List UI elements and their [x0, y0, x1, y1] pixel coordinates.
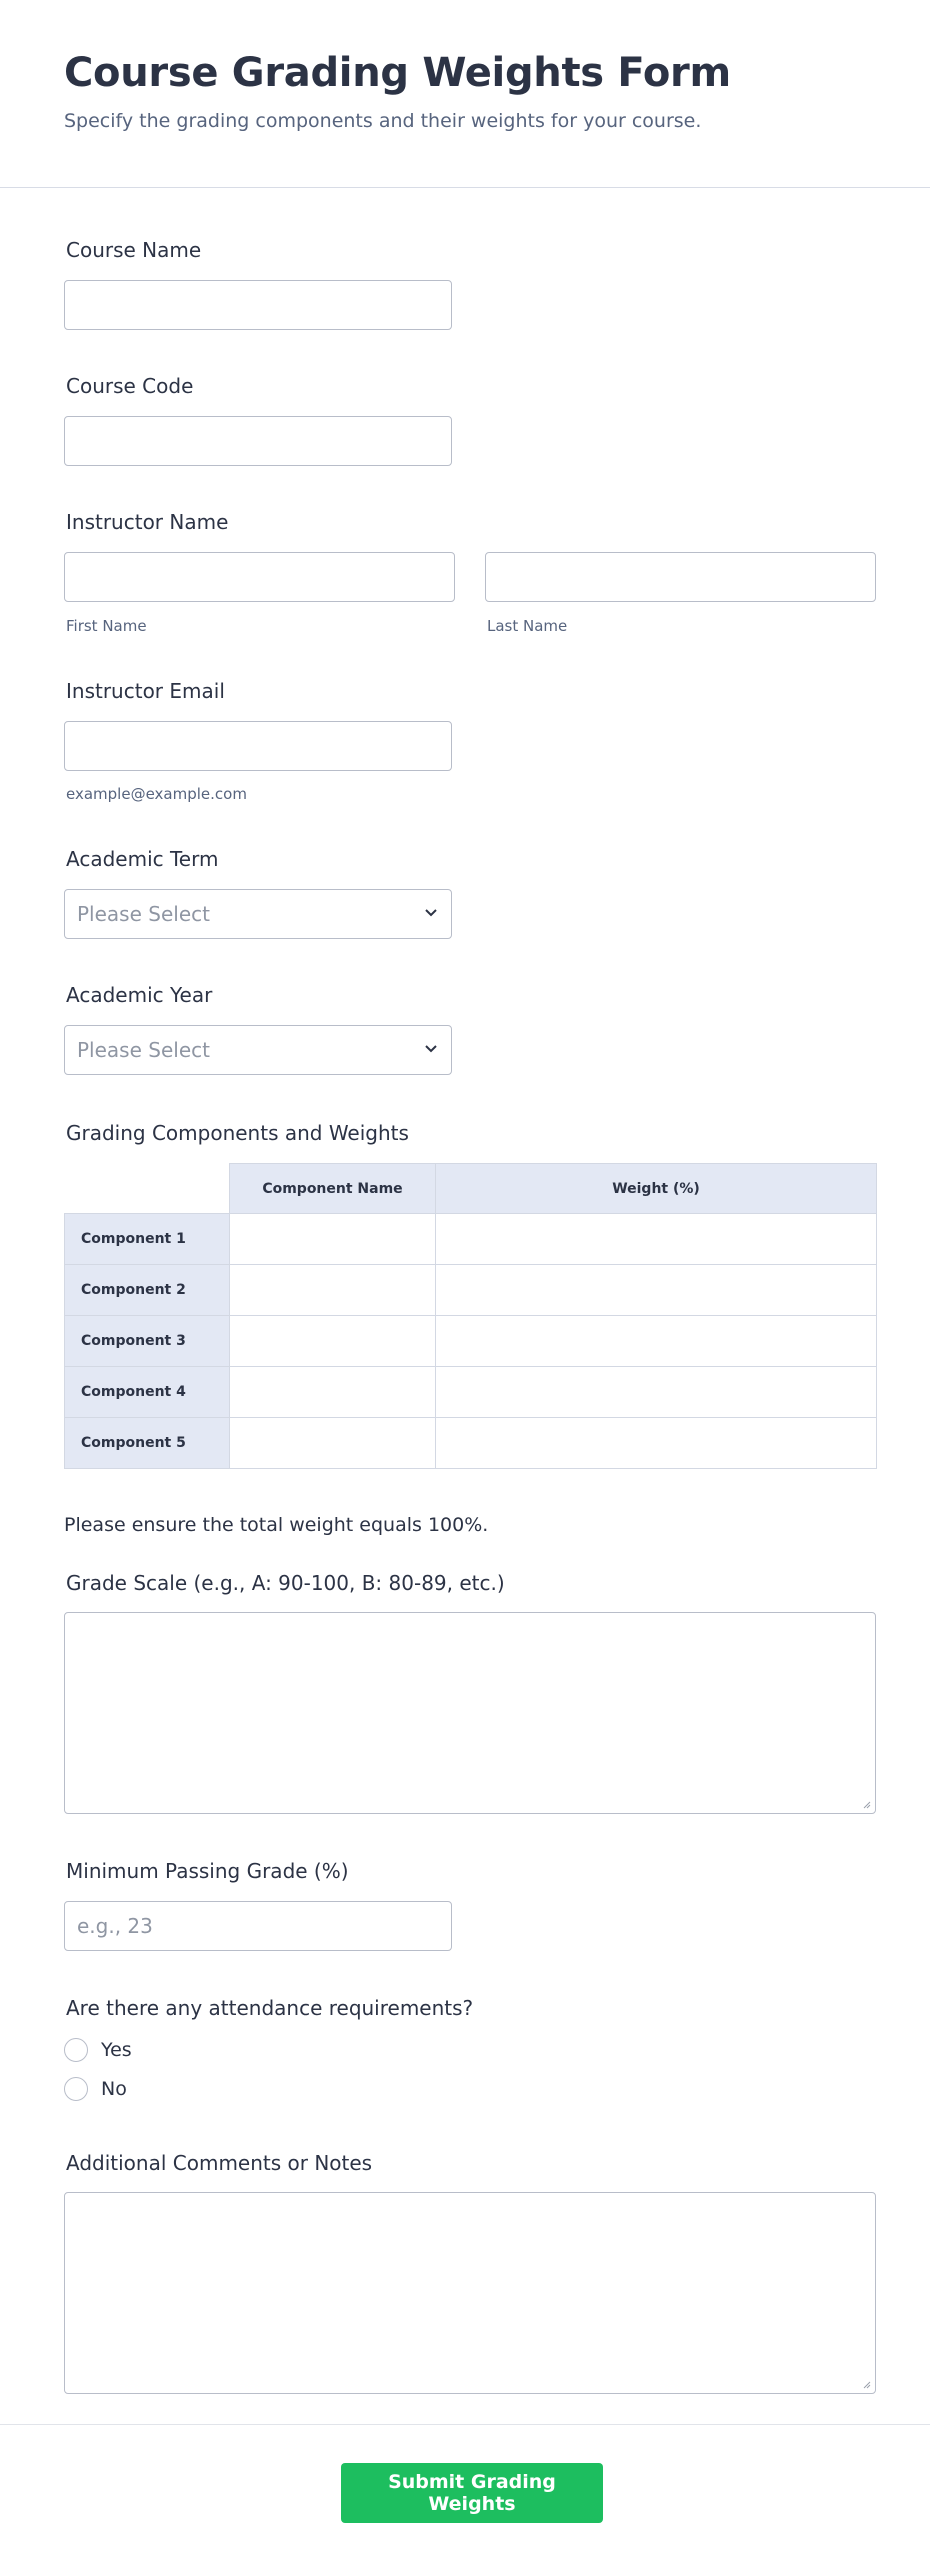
radio-circle-icon[interactable] — [64, 2038, 88, 2062]
academic-year-select[interactable] — [64, 1025, 452, 1075]
component-name-input[interactable] — [230, 1265, 435, 1315]
form-header — [0, 0, 930, 188]
min-passing-label: Minimum Passing Grade (%) — [66, 1859, 349, 1883]
grade-scale-textarea[interactable] — [64, 1612, 876, 1814]
grading-matrix-label: Grading Components and Weights — [66, 1121, 409, 1145]
matrix-row-header: Component 3 — [65, 1316, 230, 1367]
table-row — [65, 1265, 877, 1316]
course-code-input[interactable] — [64, 416, 452, 466]
comments-label: Additional Comments or Notes — [66, 2151, 373, 2175]
last-name-sublabel: Last Name — [487, 617, 568, 635]
instructor-name-label: Instructor Name — [66, 510, 229, 534]
academic-term-selected: Please Select — [77, 902, 210, 926]
page-subtitle: Specify the grading components and their weights for your course. — [64, 110, 702, 132]
chevron-down-icon — [423, 904, 439, 920]
course-name-label: Course Name — [66, 238, 202, 262]
email-sublabel: example@example.com — [66, 785, 247, 803]
resize-grip-icon[interactable] — [861, 1799, 871, 1809]
table-row — [65, 1214, 877, 1265]
first-name-input[interactable] — [64, 552, 455, 602]
component-name-input[interactable] — [230, 1367, 435, 1417]
first-name-sublabel: First Name — [66, 617, 147, 635]
grade-scale-label: Grade Scale (e.g., A: 90-100, B: 80-89, etc.) — [66, 1571, 505, 1595]
matrix-row-header: Component 4 — [65, 1367, 230, 1418]
page-title: Course Grading Weights Form — [64, 50, 731, 96]
comments-textarea[interactable] — [64, 2192, 876, 2394]
matrix-row-header: Component 2 — [65, 1265, 230, 1316]
matrix-row-header: Component 5 — [65, 1418, 230, 1469]
instructor-email-input[interactable] — [64, 721, 452, 771]
chevron-down-icon — [423, 1040, 439, 1056]
weight-input[interactable] — [436, 1265, 876, 1315]
component-name-input[interactable] — [230, 1418, 435, 1468]
academic-year-label: Academic Year — [66, 983, 213, 1007]
resize-grip-icon[interactable] — [861, 2379, 871, 2389]
submit-button[interactable]: Submit Grading Weights — [341, 2463, 603, 2523]
matrix-corner — [65, 1164, 230, 1214]
weight-input[interactable] — [436, 1214, 876, 1264]
weight-input[interactable] — [436, 1418, 876, 1468]
table-row — [65, 1367, 877, 1418]
radio-label: Yes — [101, 2039, 132, 2061]
component-name-input[interactable] — [230, 1316, 435, 1366]
last-name-input[interactable] — [485, 552, 876, 602]
matrix-row-header: Component 1 — [65, 1214, 230, 1265]
weight-cell[interactable] — [436, 1316, 877, 1367]
instructor-email-label: Instructor Email — [66, 679, 225, 703]
radio-label: No — [101, 2078, 127, 2100]
academic-term-label: Academic Term — [66, 847, 219, 871]
course-code-label: Course Code — [66, 374, 194, 398]
grading-matrix — [64, 1163, 877, 1469]
weight-cell[interactable] — [436, 1214, 877, 1265]
component-name-cell[interactable] — [230, 1418, 436, 1469]
academic-year-selected: Please Select — [77, 1038, 210, 1062]
table-row — [65, 1418, 877, 1469]
weight-input[interactable] — [436, 1316, 876, 1366]
matrix-column-header: Component Name — [230, 1164, 436, 1214]
matrix-column-header: Weight (%) — [436, 1164, 877, 1214]
component-name-cell[interactable] — [230, 1265, 436, 1316]
radio-circle-icon[interactable] — [64, 2077, 88, 2101]
component-name-cell[interactable] — [230, 1316, 436, 1367]
table-row — [65, 1316, 877, 1367]
weight-cell[interactable] — [436, 1265, 877, 1316]
weight-cell[interactable] — [436, 1418, 877, 1469]
component-name-cell[interactable] — [230, 1367, 436, 1418]
academic-term-select[interactable] — [64, 889, 452, 939]
weight-note: Please ensure the total weight equals 100%. — [64, 1514, 489, 1536]
course-name-input[interactable] — [64, 280, 452, 330]
weight-cell[interactable] — [436, 1367, 877, 1418]
weight-input[interactable] — [436, 1367, 876, 1417]
form-footer — [0, 2424, 930, 2571]
min-passing-input[interactable] — [64, 1901, 452, 1951]
component-name-input[interactable] — [230, 1214, 435, 1264]
attendance-label: Are there any attendance requirements? — [66, 1996, 474, 2020]
component-name-cell[interactable] — [230, 1214, 436, 1265]
